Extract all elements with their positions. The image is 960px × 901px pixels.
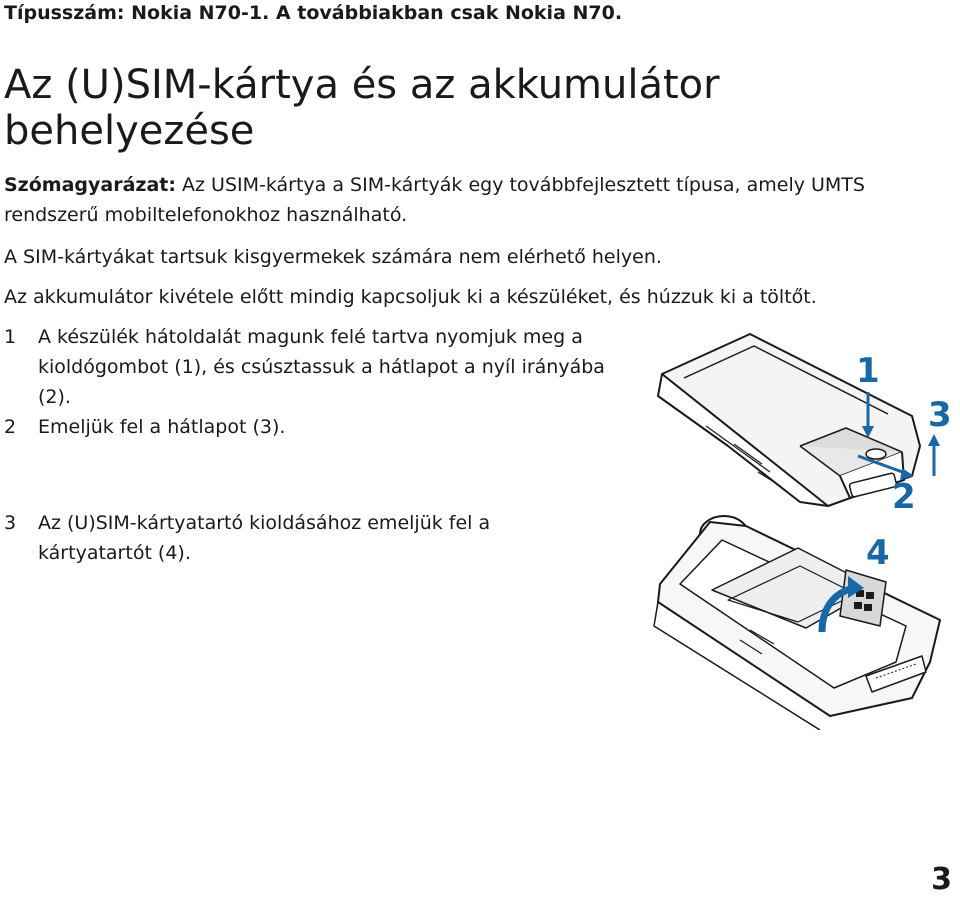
phone-illustration (650, 326, 956, 730)
page-number: 3 (931, 862, 952, 897)
callout-1: 1 (856, 351, 880, 391)
document-header: Típusszám: Nokia N70-1. A továbbiakban csak Nokia N70. (4, 2, 623, 24)
step-number: 2 (4, 416, 17, 438)
step-number: 3 (4, 512, 17, 534)
glossary-paragraph (4, 170, 924, 230)
sim-warning-note: A SIM-kártyákat tartsuk kisgyermekek számára nem elérhető helyen. (4, 246, 662, 268)
callout-4: 4 (866, 533, 890, 573)
phone-back-cover-drawing (658, 334, 920, 506)
step-text: Emeljük fel a hátlapot (3). (38, 416, 286, 438)
glossary-term: Szómagyarázat: (4, 174, 176, 196)
step-number: 1 (4, 326, 17, 348)
step-text: Az (U)SIM-kártyatartó kioldásához emeljük fel a kártyatartót (4). (38, 512, 491, 564)
glossary-definition: Az USIM-kártya a SIM-kártyák egy továbbfejlesztett típusa, amely UMTS rendszerű mobiltelefonokhoz használható. (4, 174, 865, 226)
callout-3: 3 (928, 395, 952, 435)
step-text: A készülék hátoldalát magunk felé tartva nyomjuk meg a kioldógombot (1), és csúsztassuk a hátlapot a nyíl irányába (2). (38, 326, 605, 408)
phone-sim-holder-drawing (654, 516, 940, 730)
callout-2: 2 (892, 477, 916, 517)
battery-warning-note: Az akkumulátor kivétele előtt mindig kapcsoljuk ki a készüléket, és húzzuk ki a töltőt. (4, 286, 817, 308)
section-title: Az (U)SIM-kártya és az akkumulátor behelyezése (4, 62, 720, 154)
